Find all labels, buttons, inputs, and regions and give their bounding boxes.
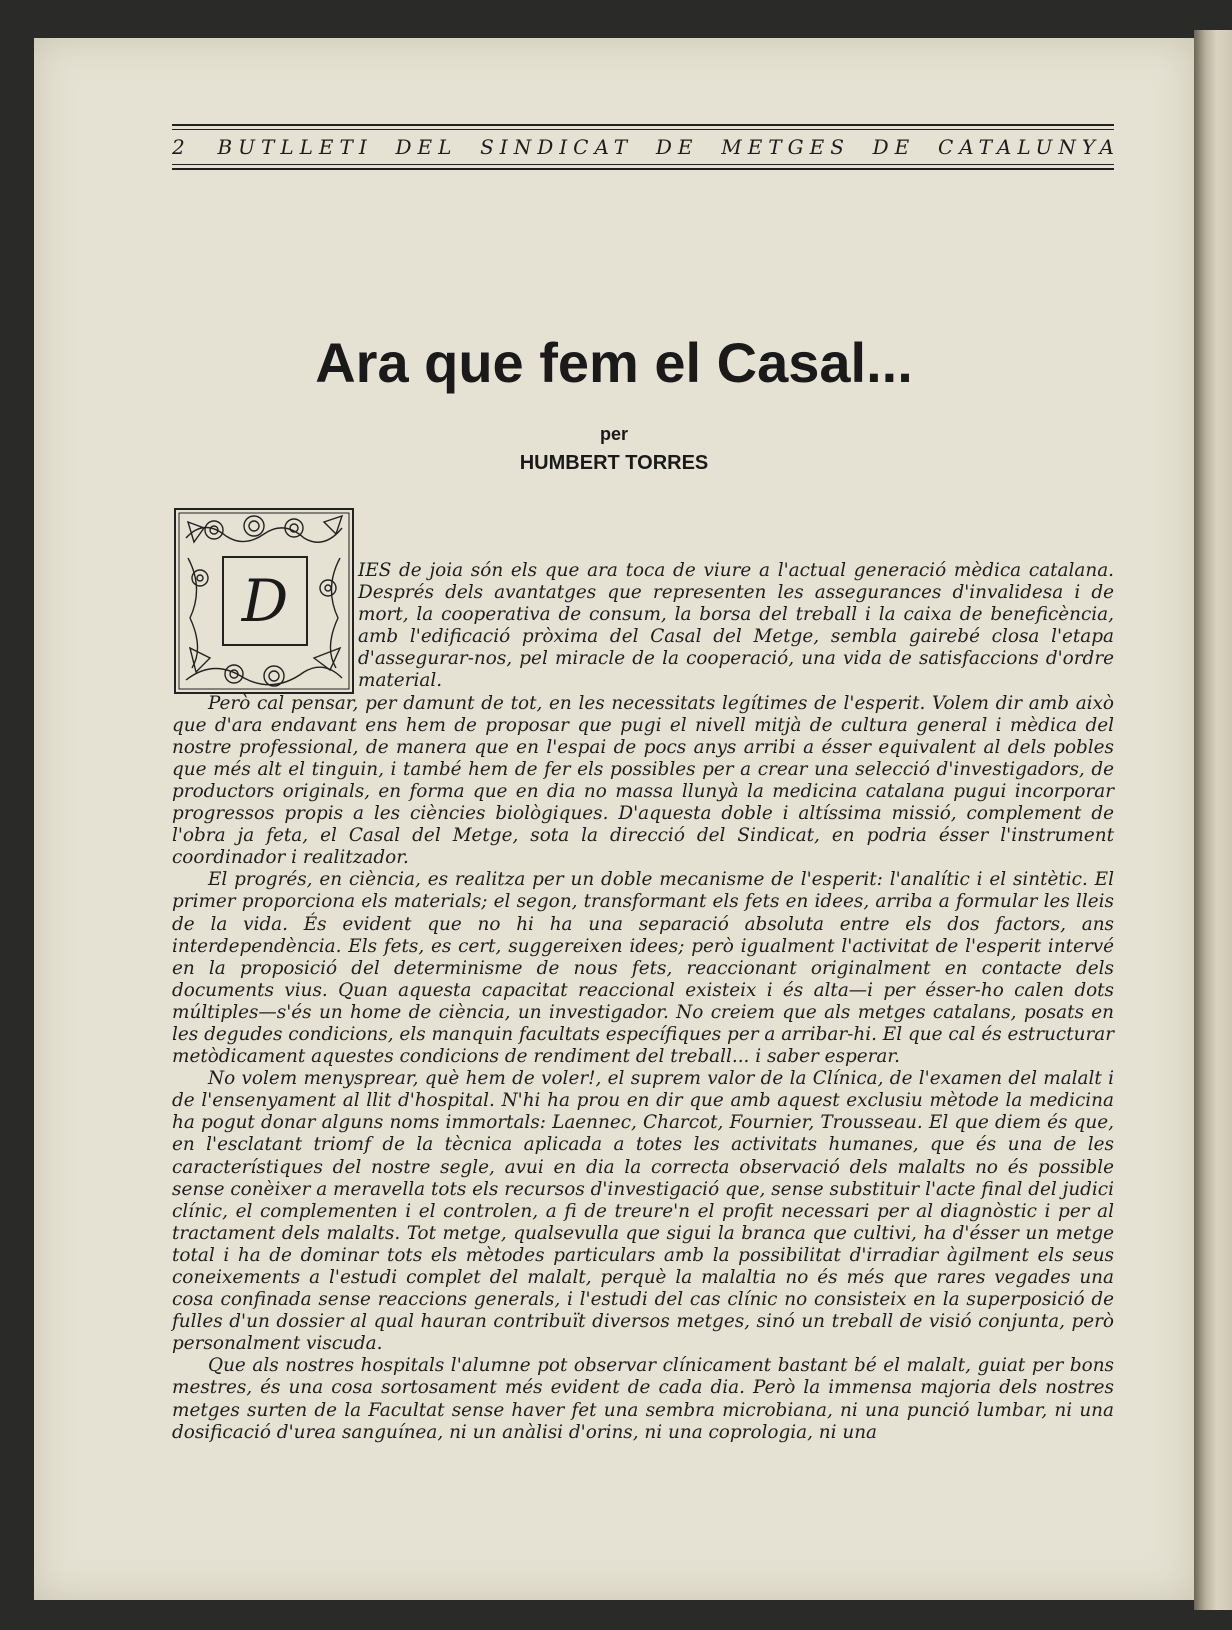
header-word: METGES	[721, 135, 850, 159]
header-word: DEL	[395, 135, 458, 159]
paragraph: Que als nostres hospitals l'alumne pot observar clínicament bastant bé el malalt, guiat per bons mestres, és una cosa sortosament més evident de cada dia. Però la immensa majoria dels nostres metges surten de la Facultat sense haver fet una sembra microbiana, ni una punció lumbar, ni una dosificació d'urea sanguínea, ni un anàlisi d'orins, ni una coprologia, ni una	[172, 1355, 1114, 1443]
page-number: 2	[172, 135, 185, 159]
article-author: HUMBERT TORRES	[519, 452, 709, 474]
header-rule-bottom	[172, 168, 1114, 170]
header-word: BUTLLETI	[217, 135, 373, 159]
paragraph	[172, 560, 1114, 693]
header-word: SINDICAT	[480, 135, 634, 159]
paragraph-text: IES de joia són els que ara toca de viure a l'actual generació mèdica catalana. Després dels avantatges que representen les assegurances d'invalidesa i de mort, la cooperativa de consum, la borsa del treball i la caixa de beneficència, amb l'edificació pròxima del Casal del Metge, sembla gairebé closa l'etapa d'assegurar-nos, pel miracle de la cooperació, una vida de satisfaccions d'ordre material.	[358, 560, 1114, 692]
drop-cap-letter: D	[222, 556, 308, 646]
header-line	[172, 130, 1120, 164]
header-rule-top	[172, 124, 1114, 126]
paragraph: No volem menysprear, què hem de voler!, el suprem valor de la Clínica, de l'examen del malalt i de l'ensenyament al llit d'hospital. N'hi ha prou en dir que amb aquest exclusiu mètode la medicina ha pogut donar alguns noms immortals: Laennec, Charcot, Fournier, Trousseau. El que diem és que, en l'esclatant triomf de la tècnica aplicada a totes les activitats humanes, que és una de les característiques del nostre segle, avui en dia la correcta observació dels malalts no és possible sense conèixer a meravella tots els recursos d'investigació que, sense substituir l'acte final del judici clínic, el complementen i el controlen, a fi de treure'n el profit necessari per al diagnòstic i per al tractament dels malalts. Tot metge, qualsevulla que sigui la branca que cultivi, ha d'ésser un metge total i ha de dominar tots els mètodes particulars amb la possibilitat d'irradiar àgilment els seus coneixements a l'estudi complet del malalt, perquè la malaltia no és més que rares vegades una cosa confinada sense reaccions generals, i l'estudi del cas clínic no consisteix en la superposició de fulles d'un dossier al qual hauran contribuït diversos metges, sinó un treball de visió conjunta, però personalment viscuda.	[172, 1068, 1114, 1355]
byline-per: per	[599, 424, 628, 444]
article-title: Ara que fem el Casal...	[315, 331, 913, 394]
paragraph: El progrés, en ciència, es realitza per un doble mecanisme de l'esperit: l'analític i el sintètic. El primer proporciona els materials; el segon, transformant els fets en idees, arriba a formular les lleis de la vida. És evident que no hi ha una separació absoluta entre els dos factors, ans interdependència. Els fets, es cert, suggereixen idees; però igualment l'activitat de l'esperit intervé en la proposició del determinisme de nous fets, reaccionant originalment en contacte dels documents vius. Quan aquesta capacitat reaccional existeix i és alta—i per ésser-ho calen dots múltiples—s'és un home de ciència, un investigador. No creiem que als metges catalans, posats en les degudes condicions, els manquin facultats específiques per a arribar-hi. El que cal és estructurar metòdicament aquestes condicions de rendiment del treball... i saber esperar.	[172, 869, 1114, 1068]
drop-cap-spacer	[172, 560, 358, 692]
header-rule-bottom-inner	[172, 164, 1114, 165]
header-word: DE	[872, 135, 916, 159]
running-header	[172, 124, 1120, 170]
article-body	[172, 560, 1114, 1444]
header-word: CATALUNYA	[938, 135, 1120, 159]
header-word: DE	[655, 135, 699, 159]
page-edge	[1194, 30, 1232, 1610]
paragraph: Però cal pensar, per damunt de tot, en les necessitats legítimes de l'esperit. Volem dir amb això que d'ara endavant ens hem de proposar que pugi el nivell mitjà de cultura general i mèdica del nostre professional, de manera que en l'espai de pocs anys arribi a ésser equivalent al dels pobles que més alt el tinguin, i també hem de fer els possibles per a crear una selecció d'investigadors, de productors originals, en forma que en dia no massa llunyà la medicina catalana pugui incorporar progressos propis a les ciències biològiques. D'aquesta doble i altíssima missió, complement de l'obra ja feta, el Casal del Metge, sota la direcció del Sindicat, en podria ésser l'instrument coordinador i realitzador.	[172, 692, 1114, 869]
